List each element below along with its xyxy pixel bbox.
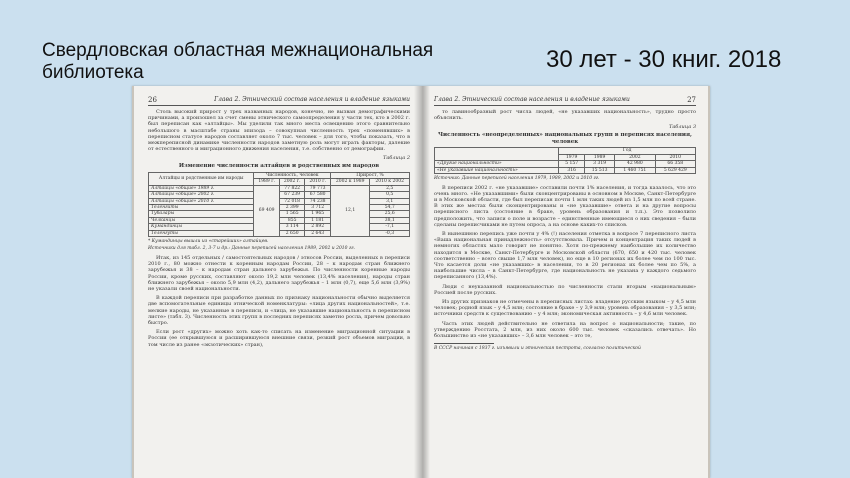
table-cell: 77 822 bbox=[279, 185, 305, 191]
table-cell: 2 643 bbox=[305, 230, 331, 236]
table-cell: 2 650 bbox=[279, 230, 305, 236]
table-cell-merged-1989: 69 409 bbox=[254, 185, 280, 236]
table-cell: «Другие национальности» bbox=[435, 161, 559, 167]
table-cell: 5 157 bbox=[559, 161, 585, 167]
table-2-label: Таблица 2 bbox=[382, 155, 410, 162]
table-cell: Алтайцы «общие» 1989 г. bbox=[149, 185, 254, 191]
table-2 bbox=[148, 172, 410, 237]
table-2-note: * Кумандинцы вышли из «старейших» алтайцев. bbox=[148, 238, 269, 244]
table-cell: 25,6 bbox=[370, 211, 410, 217]
table-cell: 1 181 bbox=[305, 217, 331, 223]
table-cell: «Не указавшие национальность» bbox=[435, 167, 559, 173]
table-cell: 855 bbox=[279, 217, 305, 223]
table-cell: 316 bbox=[559, 167, 585, 173]
footnote-divider bbox=[434, 343, 494, 344]
table-cell: 38,1 bbox=[370, 217, 410, 223]
library-name-line1: Свердловская областная межнациональная bbox=[42, 40, 434, 61]
table-cell: 3 319 bbox=[585, 161, 615, 167]
table-cell: 66 358 bbox=[655, 161, 695, 167]
table-cell: 1 565 bbox=[279, 211, 305, 217]
table-cell: 3 712 bbox=[305, 204, 331, 210]
table-cell: 0,5 bbox=[370, 192, 410, 198]
left-paragraph-1: Столь высокий прирост у трех названных народов, конечно, не вызван демографическими причинами, а произошел за счет смены этнического самоопределения у части тех, кто в 2002 г. был переписан как «алтайцы». Мы уделили так много места освещению этого сравнительно небольшого в масштабе страны эпизода – совокупная численность трех «поменявших» в переписном статусе народов составляет около 7 тыс. человек – для того, чтобы показать, что в межпереписной динамике численности народов заметную роль могут играть факторы, далекие от естественного и миграционного движения населения, т.е. собственно от демографии. bbox=[148, 109, 410, 153]
right-paragraph-6: Часть этих людей действительно не ответила на вопрос о национальности; такие, по утверждению Росстата, 2 млн, из них около 600 тыс. человек «сказались отвечать». Но большинство из «не указавших» – 3,6 млн человек – это те, bbox=[434, 320, 696, 339]
table-3-source: Источник: Данные переписей населения 1979, 1989, 2002 и 2010 гг. bbox=[434, 176, 600, 182]
table-2-header-growth: Прирост, % bbox=[330, 172, 409, 178]
table-cell: 15 513 bbox=[585, 167, 615, 173]
table-2-source: Источники для табл. 2, 3-7 и др.: Данные переписей населения 1989, 2002 и 2010 гг. bbox=[148, 246, 355, 252]
table-cell: 1 460 751 bbox=[615, 167, 655, 173]
table-cell: Алтайцы «общие» 2010 г. bbox=[149, 198, 254, 204]
table-cell: Теленгуты bbox=[149, 230, 254, 236]
table-cell: 2,5 bbox=[370, 185, 410, 191]
table-2-year: 2010 г. bbox=[305, 179, 331, 185]
table-2-year: 2002 г. bbox=[279, 179, 305, 185]
table-cell: Кумандинцы bbox=[149, 224, 254, 230]
right-paragraph-4: Люди с неуказанной национальностью по численности стали вторым «национальным» Россией после русских. bbox=[434, 283, 696, 296]
table-cell: 74 238 bbox=[305, 198, 331, 204]
left-paragraph-2: Итак, из 145 отдельных / самостоятельных народов / этносов России, выделенных в переписи 2010 г., 80 можно отнести к коренным народам России, 28 – к народам стран ближнего зарубежья и 38 – к народам стран дальнего зарубежья. По численности коренные народы России, кроме русских, составляют около 19,2 млн человек (13,4% населения), народы стран ближнего зарубежья – около 5,9 млн (4,2), дальнего зарубежья – 1 млн (0,7), еще 5,6 млн (3,9%) не указали своей национальности. bbox=[148, 254, 410, 292]
right-paragraph-1: то лавинообразный рост числа людей, «не указавших национальность», трудно просто объяснить. bbox=[434, 109, 696, 122]
left-paragraph-3: В каждой переписи при разработке данных по признаку национальности обычно выделяется две вспомогательные единицы этнической номенклатуры: «лица других национальностей», т.е. мелкие народы, не указанные в переписи, и «лица, не указавшие национальность в переписном листе» (табл. 3). Численность этих групп в последних переписях заметно росла, причем довольно быстро. bbox=[148, 295, 410, 327]
running-head-left bbox=[148, 96, 410, 106]
table-2-header-count: Численность, человек bbox=[254, 172, 331, 178]
table-3-year: 1979 bbox=[559, 154, 585, 160]
running-head-text-right: Глава 2. Этнический состав населения и владение языками bbox=[434, 96, 630, 103]
table-2-growth-col: 2010 к 2002 bbox=[370, 179, 410, 185]
table-cell: Челканцы bbox=[149, 217, 254, 223]
table-cell: 79 773 bbox=[305, 185, 331, 191]
running-head-text-left: Глава 2. Этнический состав населения и владение языками bbox=[214, 96, 410, 103]
table-cell: 3 114 bbox=[279, 224, 305, 230]
table-cell: Алтайцы «общие» 2002 г. bbox=[149, 192, 254, 198]
table-cell: -0,3 bbox=[370, 230, 410, 236]
table-cell: 2 892 bbox=[305, 224, 331, 230]
table-cell: 2 399 bbox=[279, 204, 305, 210]
table-2-header-people: Алтайцы и родственные им народы bbox=[149, 172, 254, 185]
table-cell: 5 629 429 bbox=[655, 167, 695, 173]
table-3-title: Численность «неопределенных» национальных групп в переписях населения, человек bbox=[438, 132, 692, 145]
right-paragraph-2: В переписи 2002 г. «не указавшие» составили почти 1% населения, и тогда казалось, что это очень много. «Не указавшими» были сконцентрированы в основном в Москве, Санкт-Петербурге и в Московской области, где был переписан почти 1 млн таких людей из 1,5 млн по всей стране. В этих же местах были сконцентрированы и «не указавшие» ответа и на другие вопросы переписного листа (состояние в браке, уровень образования и т.п.). Это позволило предположить, что записи о поле и возрасте – единственные имеющиеся о них сведения – были сделаны переписчиками не путем опроса, а на основе каких-то списков. bbox=[434, 184, 696, 228]
table-cell: Теленгиты bbox=[149, 204, 254, 210]
library-name-line2: библиотека bbox=[42, 62, 144, 83]
table-2-growth-col: 2002 к 1989 bbox=[330, 179, 370, 185]
table-3-header-year: Год bbox=[559, 148, 696, 154]
footnote: В СССР начиная с 1937 г. изъявили и этническая пестрота, согласно политической bbox=[434, 346, 641, 352]
table-cell: 1 965 bbox=[305, 211, 331, 217]
book-spread bbox=[132, 86, 710, 478]
table-cell: 54,7 bbox=[370, 204, 410, 210]
table-3-label: Таблица 3 bbox=[668, 124, 696, 131]
library-name bbox=[42, 40, 442, 84]
table-3-year: 2002 bbox=[615, 154, 655, 160]
table-cell: 3,1 bbox=[370, 198, 410, 204]
table-2-title: Изменение численности алтайцев и родственных им народов bbox=[178, 163, 380, 170]
table-row bbox=[149, 230, 410, 236]
table-3-year: 1989 bbox=[585, 154, 615, 160]
table-3-header-empty bbox=[435, 148, 559, 161]
page-number-left: 26 bbox=[148, 96, 157, 104]
table-cell: 42 980 bbox=[615, 161, 655, 167]
table-cell: 67 580 bbox=[305, 192, 331, 198]
book-gutter bbox=[414, 86, 430, 478]
running-head-right bbox=[434, 96, 696, 106]
table-3 bbox=[434, 147, 696, 174]
book-page-right bbox=[422, 86, 708, 478]
anniversary-caption: 30 лет - 30 книг. 2018 bbox=[546, 46, 782, 73]
table-cell: 72 018 bbox=[279, 198, 305, 204]
right-paragraph-3: В нынешнюю перепись уже почти у 4% (!) населения отметка в вопросе 7 переписного листа «Ваша национальная принадлежность» отсутствовала. Причем и концентрация таких людей в немногих областях мало говорит не понятно. Хотя по-прежнему наибольшие их количество находится в Москве, Санкт-Петербурге и Московской области (670, 650 и 420 тыс. человек соответственно – всего свыше 1,7 млн человек), но еще в 10 регионах их более чем по 100 тыс. Что касается доли «не указавших» в населении, то в 20 регионах их более чем по 5%, а наибольшие числа – в Санкт-Петербурге, где национальность не указана у каждого седьмого переписанного (13,4%). bbox=[434, 230, 696, 281]
table-cell: -7,1 bbox=[370, 224, 410, 230]
table-cell: Тубалары bbox=[149, 211, 254, 217]
page-number-right: 27 bbox=[687, 96, 696, 104]
table-cell: 67 239 bbox=[279, 192, 305, 198]
right-paragraph-5: Из других признаков не отмечены в переписных листах: владение русским языком – у 4,5 млн человек; родной язык – у 4,5 млн; состояние в браке – у 3,9 млн; уровень образования – у 3,5 млн; источники средств к существованию – у 4 млн; экономическая активность – у 4,6 млн человек. bbox=[434, 298, 696, 318]
table-row bbox=[435, 167, 696, 173]
table-2-year: 1989 г. bbox=[254, 179, 280, 185]
table-cell-merged-growth: 12,1 bbox=[330, 185, 370, 236]
book-page-left bbox=[134, 86, 422, 478]
table-3-year: 2010 bbox=[655, 154, 695, 160]
left-paragraph-4: Если рост «других» можно хоть как-то списать на изменение миграционной ситуации в России (ее открывшуюся и расширившуюся внешние связи, резкий рост объемов миграции, в том числе из ранее «экзотических» стран), bbox=[148, 329, 410, 348]
